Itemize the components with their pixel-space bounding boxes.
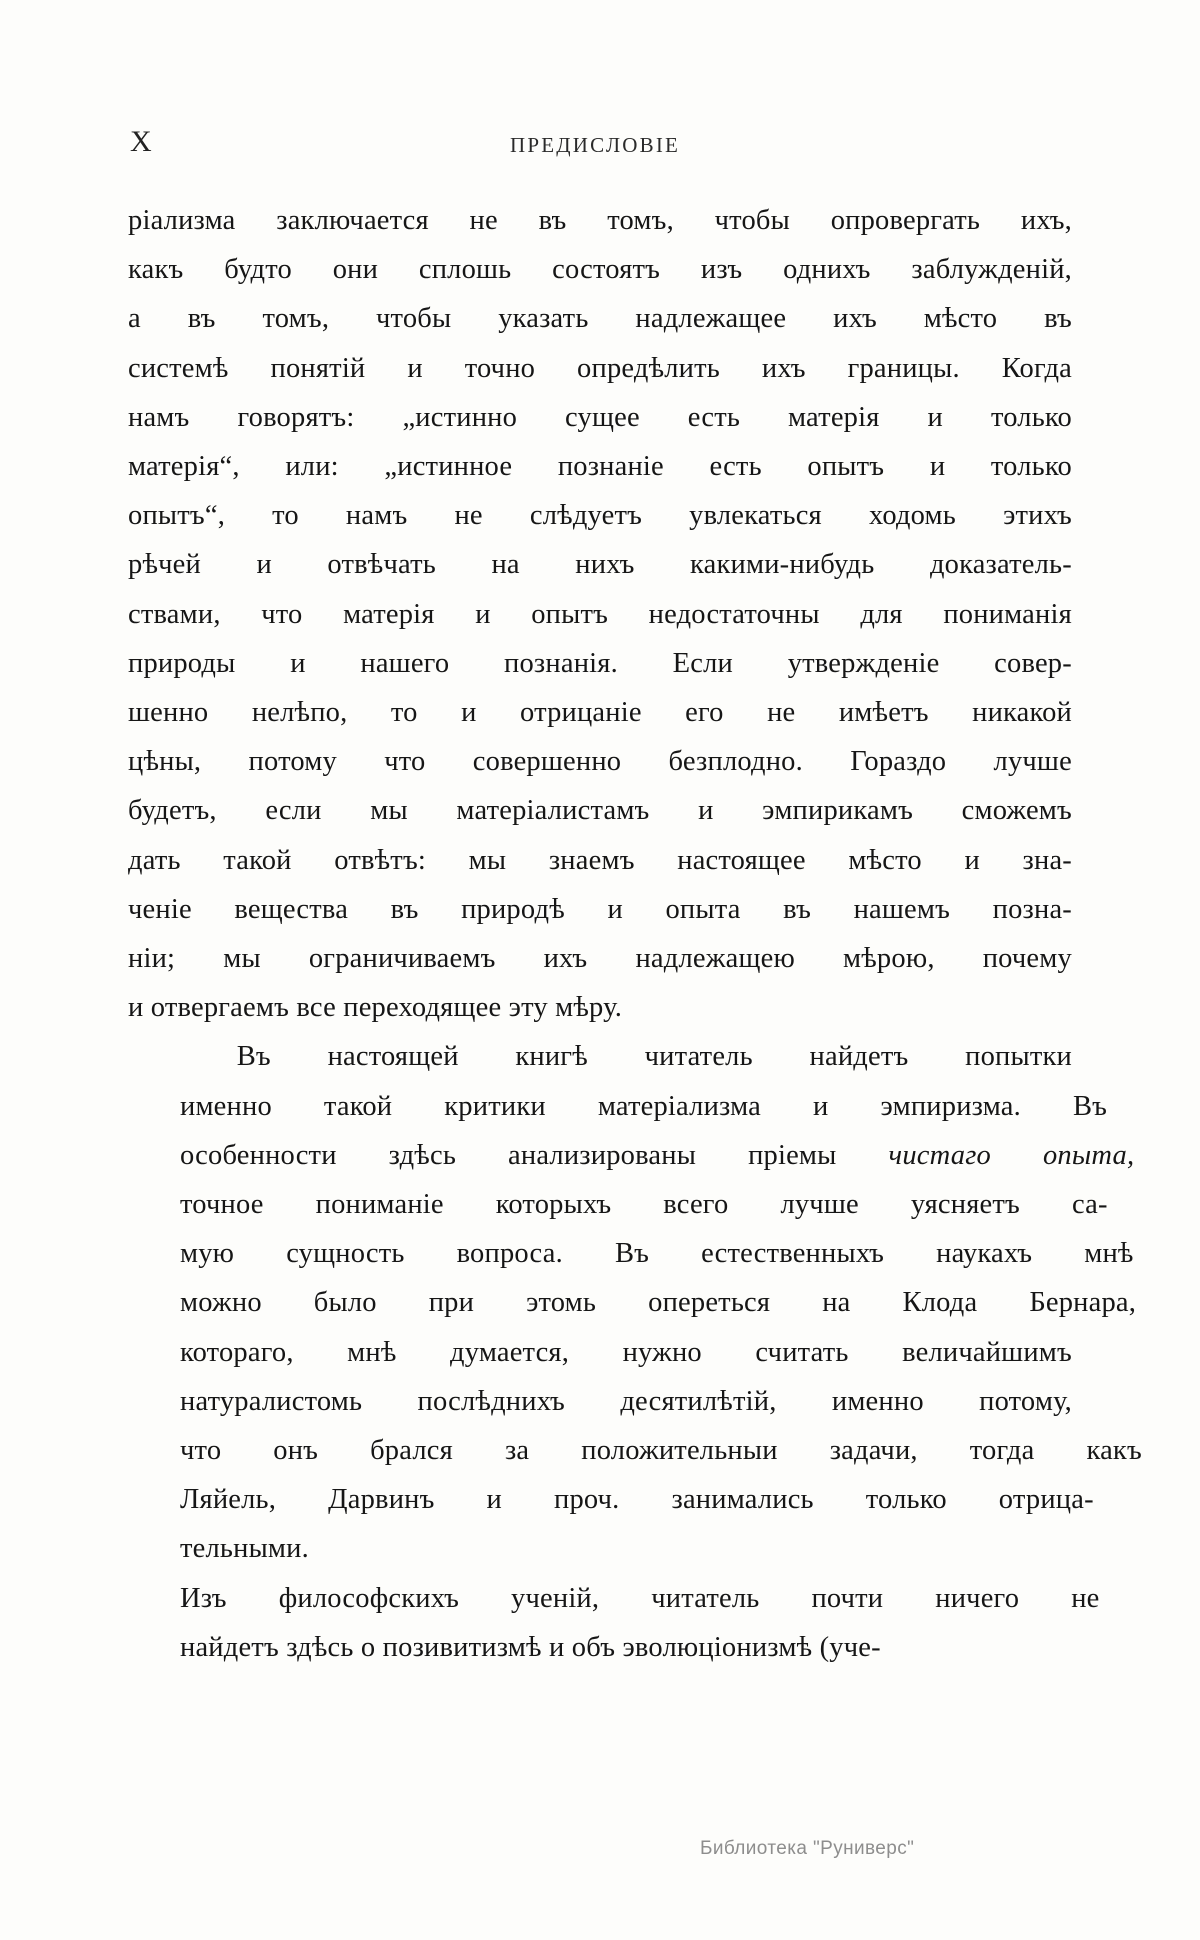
text-line: и отвергаемъ все переходящее эту мѣру. [128, 992, 623, 1024]
text-line: а въ томъ, чтобы указать надлежащее ихъ мѣсто въ [128, 303, 1072, 335]
text-line: Изъ философскихъ ученій, читатель почти ничего не [180, 1582, 1100, 1614]
text-line: Въ настоящей книгѣ читатель найдетъ попытки [236, 1041, 1072, 1073]
text-line: именно такой критики матеріализма и эмпиризма. Въ [180, 1090, 1108, 1122]
text-line: ченіе вещества въ природѣ и опыта въ нашемъ позна- [128, 893, 1072, 925]
text-line: ствами, что матерія и опытъ недостаточны для пониманія [128, 598, 1072, 630]
text-line: дать такой отвѣтъ: мы знаемъ настоящее мѣсто и зна- [128, 844, 1072, 876]
text-line: рѣчей и отвѣчать на нихъ какими-нибудь доказатель- [128, 549, 1072, 581]
text-line: какъ будто они сплошь состоятъ изъ однихъ заблужденій, [128, 254, 1072, 286]
page-header [130, 125, 1070, 165]
text-line: тельными. [180, 1533, 309, 1565]
text-line: шенно нелѣпо, то и отрицаніе его не имѣетъ никакой [128, 697, 1072, 729]
text-line: системѣ понятій и точно опредѣлить ихъ границы. Когда [128, 352, 1072, 384]
text-line: цѣны, потому что совершенно безплодно. Гораздо лучше [128, 746, 1072, 778]
text-line: ріализма заключается не въ томъ, чтобы опровергать ихъ, [128, 205, 1072, 236]
text-line: опытъ“, то намъ не слѣдуетъ увлекаться ходомь этихъ [128, 500, 1072, 532]
running-title: ПРЕДИСЛОВІЕ [510, 133, 681, 157]
body-text [128, 196, 1142, 1672]
text-line: натуралистомь послѣднихъ десятилѣтій, именно потому, [180, 1385, 1072, 1417]
text-line: котораго, мнѣ думается, нужно считать величайшимъ [180, 1336, 1072, 1368]
text-line: будетъ, если мы матеріалистамъ и эмпирикамъ сможемъ [128, 795, 1072, 827]
library-watermark: Библиотека "Руниверс" [700, 1838, 915, 1859]
text-line: природы и нашего познанія. Если утвержденіе совер- [128, 647, 1072, 679]
paragraph-2 [128, 1032, 1142, 1573]
text-line: особенности здѣсь анализированы пріемы чистаго опыта, [180, 1139, 1135, 1171]
text-line: найдетъ здѣсь о позивитизмѣ и объ эволюціонизмѣ (уче- [180, 1631, 881, 1663]
text-line: точное пониманіе которыхъ всего лучше уясняетъ са- [180, 1189, 1108, 1221]
text-line: намъ говорятъ: „истинно сущее есть матерія и только [128, 401, 1072, 433]
paragraph-1 [128, 196, 1072, 1032]
text-line: Ляйель, Дарвинъ и проч. занимались только отрица- [180, 1484, 1094, 1516]
text-line: мую сущность вопроса. Въ естественныхъ наукахъ мнѣ [180, 1238, 1134, 1270]
text-line: что онъ брался за положительныи задачи, тогда какъ [180, 1435, 1142, 1467]
page-number: X [130, 125, 153, 158]
paragraph-3 [128, 1574, 1100, 1672]
text-line: ніи; мы ограничиваемъ ихъ надлежащею мѣрою, почему [128, 943, 1072, 975]
text-line: можно было при этомь опереться на Клода Бернара, [180, 1287, 1137, 1319]
text-line: матерія“, или: „истинное познаніе есть опытъ и только [128, 451, 1072, 483]
